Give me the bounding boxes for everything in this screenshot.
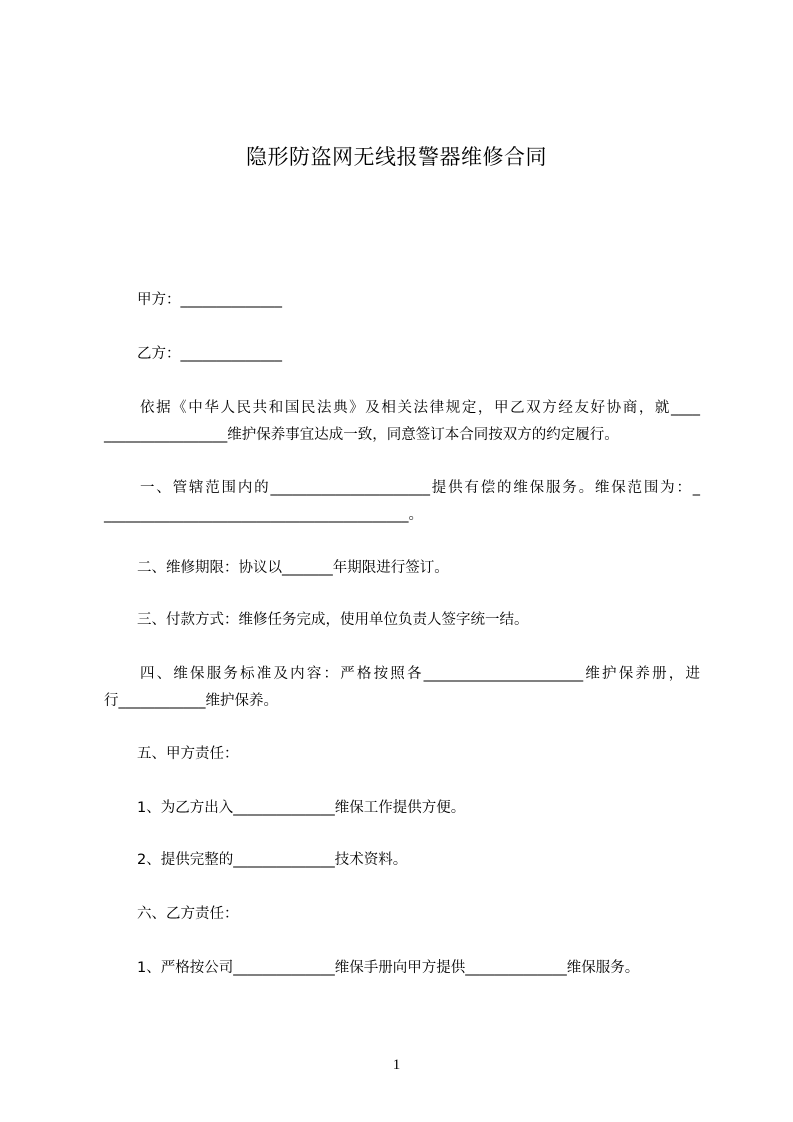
- clause-6-item-1: 1、严格按公司______________维保手册向甲方提供______________维保服务。: [137, 960, 640, 976]
- party-a-line: 甲方：______________: [137, 292, 282, 308]
- preamble-line-1: 依据《中华人民共和国民法典》及相关法律规定，甲乙双方经友好协商，就____: [140, 400, 700, 416]
- clause-4-line-2: 行____________维护保养。: [104, 693, 278, 709]
- party-b-line: 乙方：______________: [137, 346, 282, 362]
- clause-6-heading: 六、乙方责任：: [137, 906, 239, 922]
- clause-5-heading: 五、甲方责任：: [137, 746, 239, 762]
- page-number: 1: [392, 1057, 401, 1073]
- clause-1-line-2: __________________________________________。: [104, 507, 423, 523]
- preamble-line-2: _________________维护保养事宜达成一致，同意签订本合同按双方的约定履行。: [104, 427, 619, 443]
- clause-1-line-1: 一、管辖范围内的______________________提供有偿的维保服务。维保范围为：_: [140, 480, 700, 496]
- clause-4-line-1: 四、维保服务标准及内容：严格按照各______________________维护保养册，进: [140, 666, 700, 682]
- clause-5-item-2: 2、提供完整的______________技术资料。: [137, 852, 408, 868]
- clause-5-item-1: 1、为乙方出入______________维保工作提供方便。: [137, 800, 466, 816]
- contract-title: 隐形防盗网无线报警器维修合同: [246, 145, 547, 169]
- clause-2-line: 二、维修期限：协议以_______年期限进行签订。: [137, 560, 449, 576]
- clause-3-line: 三、付款方式：维修任务完成，使用单位负责人签字统一结。: [137, 612, 529, 628]
